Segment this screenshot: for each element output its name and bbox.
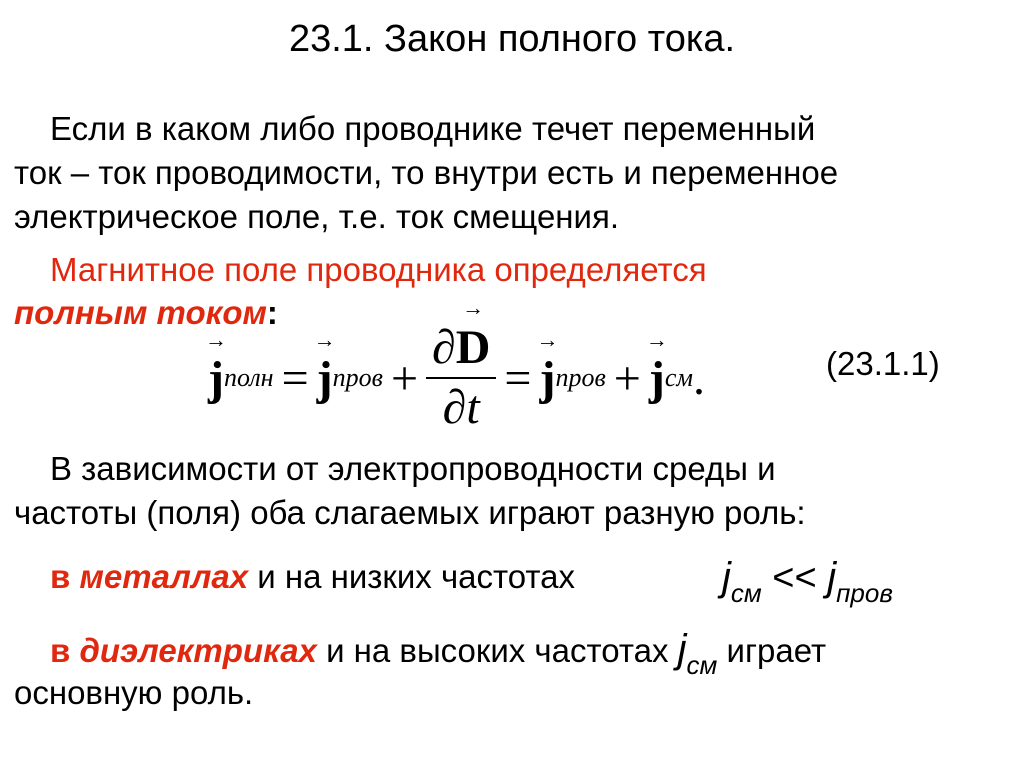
dielectrics-rest: и на высоких частотах [316,632,678,669]
dielectrics-prefix: в [50,632,80,669]
fraction-numerator: ∂ → D [426,319,496,377]
vector-arrow-icon: → [645,326,668,352]
derivative-fraction [426,295,496,437]
vector-arrow-icon: → [536,326,559,352]
dielectrics-j-sub: см [686,650,718,680]
vector-d: → D [455,295,491,374]
metals-expression: $j_{см} << j_{пров}$ [722,555,893,608]
dielectrics-j: j [677,627,687,671]
vector-arrow-icon: → [313,326,336,352]
paragraph-1-line-2: ток – ток проводимости, то внутри есть и переменное [14,154,839,191]
paragraph-2-line-1: Магнитное поле проводника определяется [50,251,707,288]
paragraph-3-line-1: В зависимости от электропроводности среды и [50,450,776,487]
vector-j-conduction: → j [313,326,336,405]
vector-j-total: → j [204,326,227,405]
paragraph-3-line-2: частоты (поля) оба слагаемых играют разную роль: [14,494,806,531]
metals-rest: и на низких частотах [248,558,575,595]
metals-line [50,555,575,599]
slide-title: 23.1. Закон полного тока. [288,18,736,60]
dielectrics-line-2: основную роль. [14,674,254,711]
subscript-conduction: пров [332,363,383,392]
vector-j-displacement: → j [645,326,668,405]
metals-prefix: в [50,558,80,595]
paragraph-1-line-3: электрическое поле, т.е. ток смещения. [14,198,619,235]
plus-sign-2: + [613,351,641,405]
formula-23-1-1 [204,295,705,438]
vector-arrow-icon: → [204,326,227,352]
formula-period: . [692,351,705,405]
subscript-displacement: см [664,363,693,392]
colon: : [266,294,278,331]
formula-number: (23.1.1) [826,345,940,382]
paragraph-1-line-1: Если в каком либо проводнике течет переменный [50,110,816,147]
subscript-conduction-2: пров [555,363,606,392]
subscript-total: полн [223,363,274,392]
metals-emphasis: металлах [79,558,249,595]
equals-sign: = [281,351,309,405]
equals-sign-2: = [504,351,532,405]
plus-sign: + [390,351,419,405]
vector-arrow-icon: → [462,295,485,320]
vector-j-conduction-2: → j [536,326,559,405]
dielectrics-after: играет [717,632,827,669]
dielectrics-emphasis: диэлектриках [79,632,317,669]
fraction-denominator: ∂t [442,381,480,434]
full-current-emphasis: полным током [14,294,267,331]
